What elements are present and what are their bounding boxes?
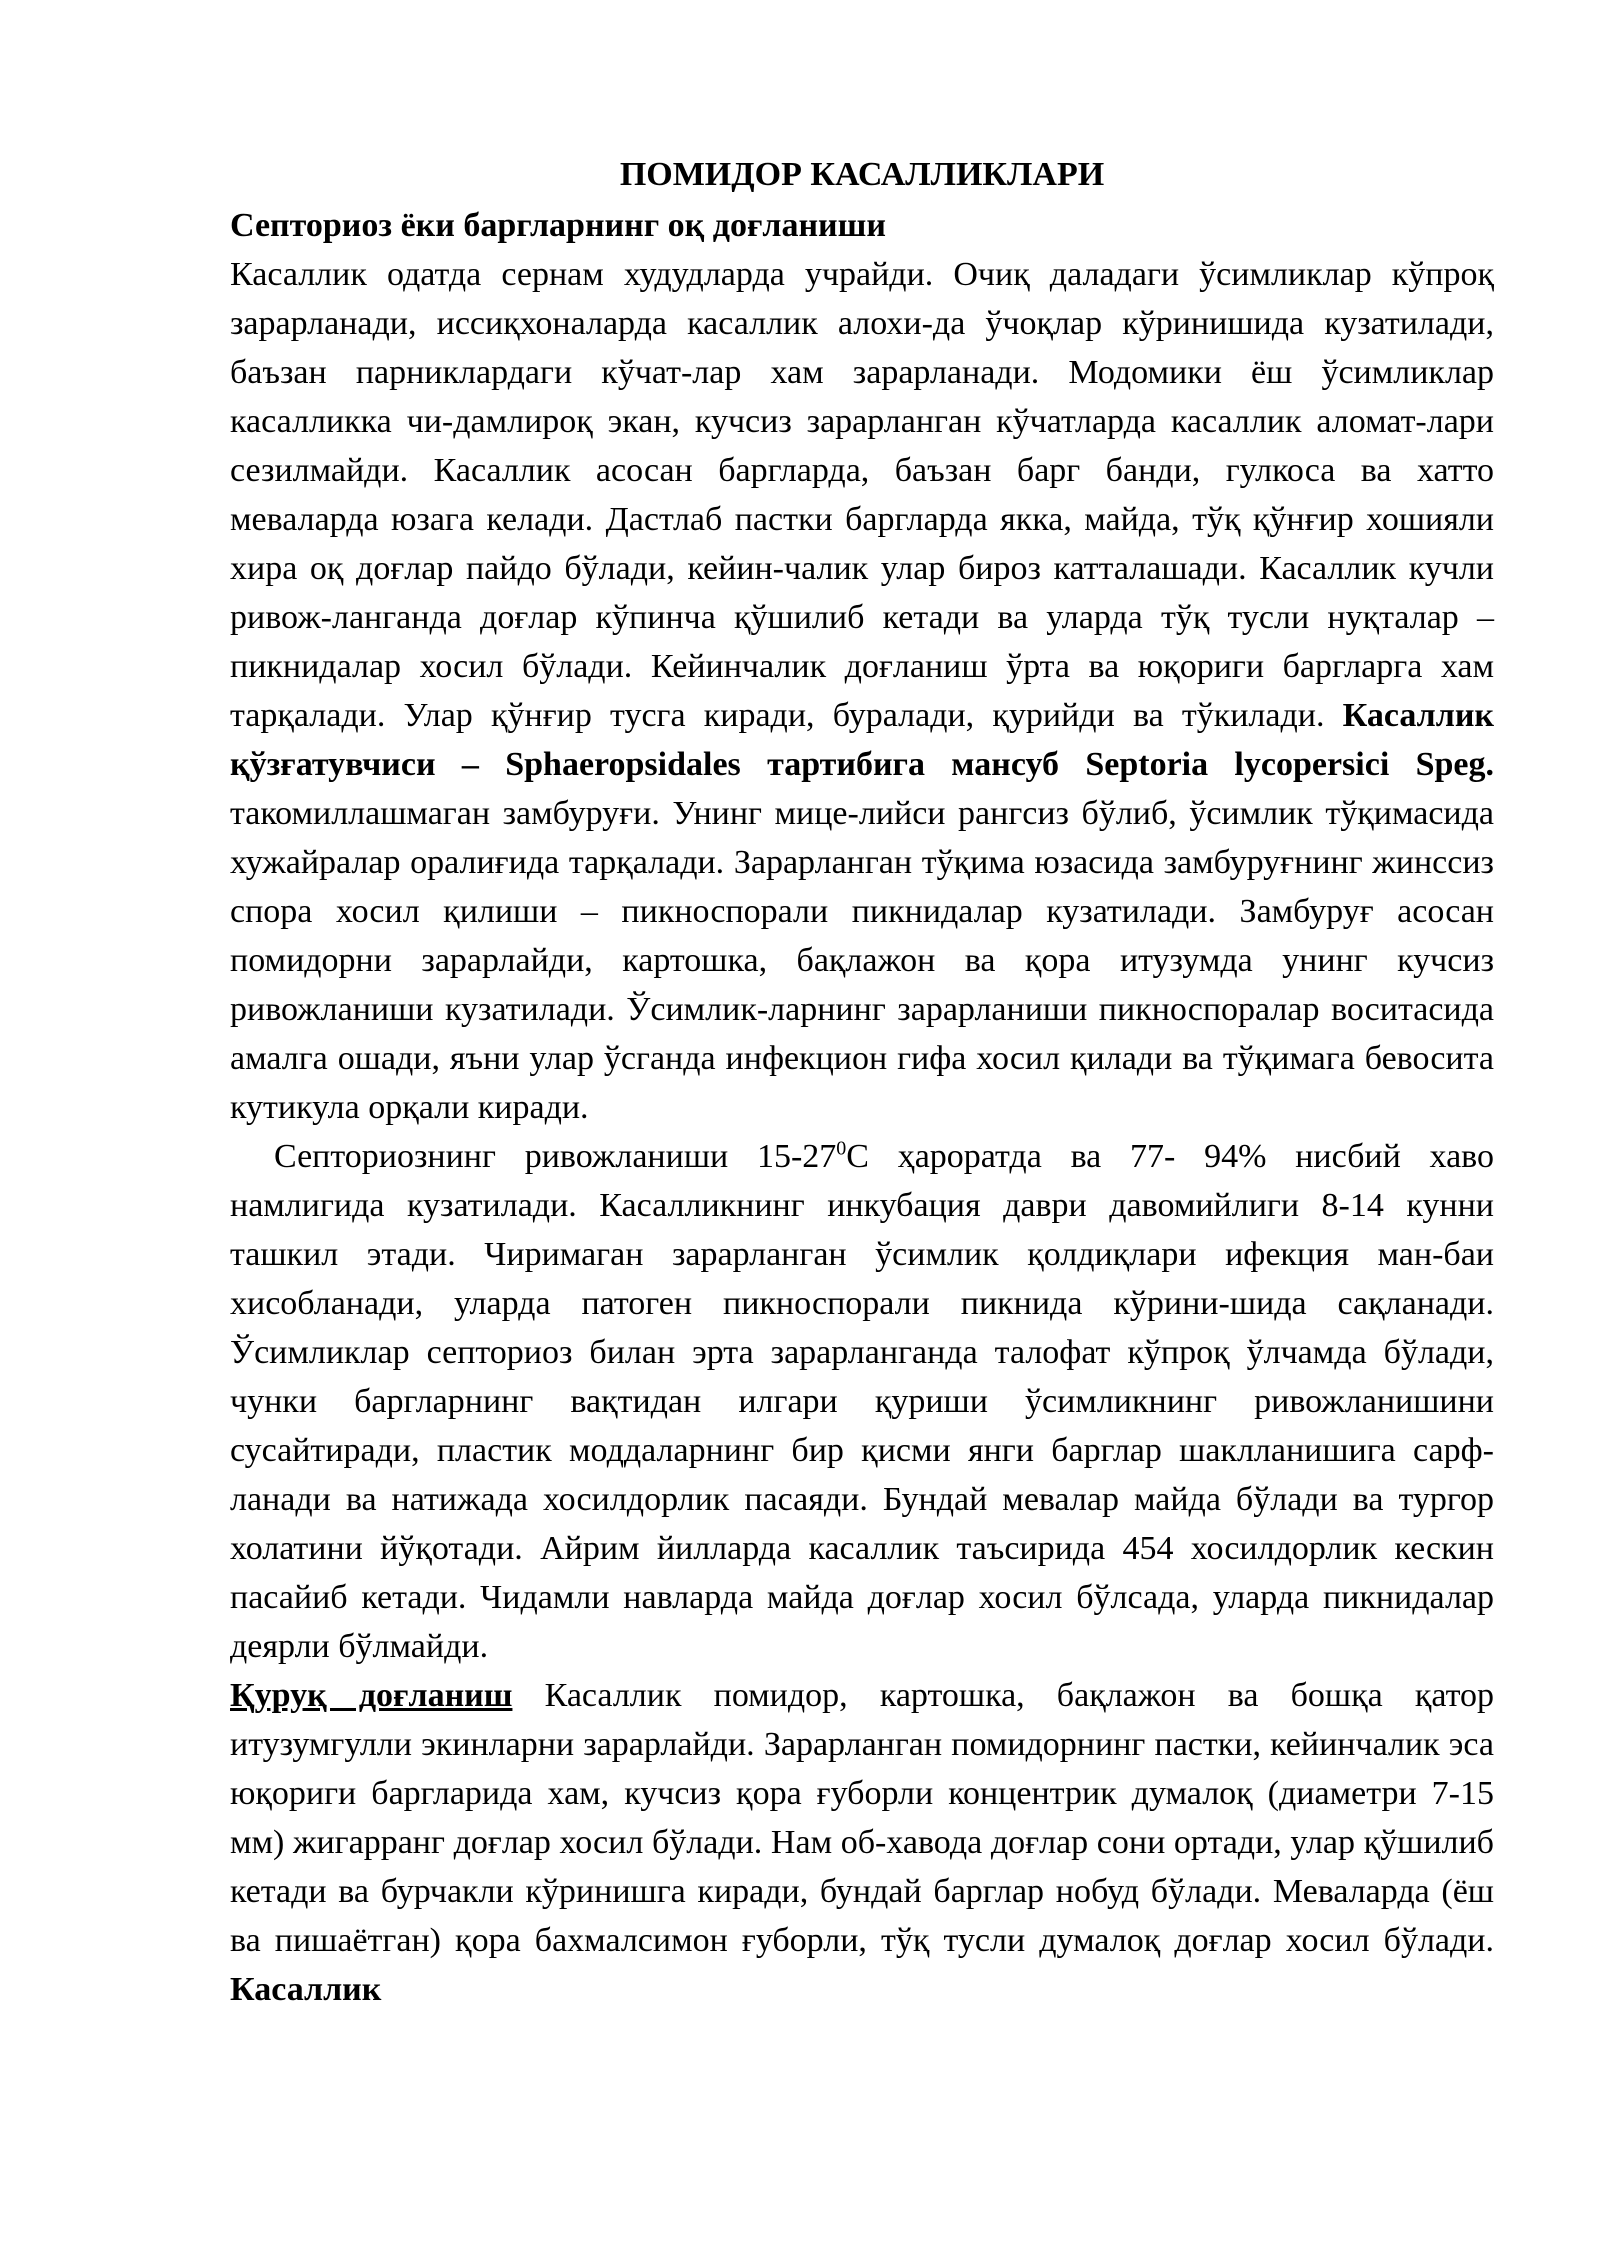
- page-title: ПОМИДОР КАСАЛЛИКЛАРИ: [619, 156, 1105, 193]
- paragraph-text: Касаллик помидор, картошка, бақлажон ва бошқа қатор итузумгулли экинларни зарарлайди. Зарарланган помидорнинг пастки, кейинчалик эса юқориги баргларида хам, кучсиз қора ғуборли концентрик думалоқ (диаметри 7-15 мм) жигарранг доғлар хосил бўлади. Нам об-хавода доғлар сони ортади, улар қўшилиб кетади ва бурчакли кўринишга киради, бундай барглар нобуд бўлади. Меваларда (ёш ва пишаётган) қора бахмалсимон ғуборли, тўқ тусли думалоқ доғлар хосил бўлади.: [230, 1677, 1494, 1959]
- bold-tail-text: Касаллик: [230, 1971, 382, 2008]
- document-page: [230, 150, 1494, 2014]
- section-heading-dry-spot: Қуруқ доғланиш: [230, 1677, 513, 1714]
- pathogen-bold-text: Касаллик қўзғатувчиси – Sphaeropsidales тартибига мансуб Septoria lycopersici Speg.: [230, 697, 1494, 783]
- paragraph-septoria-conditions: [230, 1132, 1494, 1671]
- paragraph-text: Касаллик одатда сернам худудларда учрайди. Очиқ даладаги ўсимликлар кўпроқ зарарланади, иссиқхоналарда касаллик алохи-да ўчоқлар кўринишида кузатилади, баъзан парниклардаги кўчат-лар хам зарарланади. Модомики ёш ўсимликлар касалликка чи-дамлироқ экан, кучсиз зарарланган кўчатларда касаллик аломат-лари сезилмайди. Касаллик асосан баргларда, баъзан барг банди, гулкоса ва хатто меваларда юзага келади. Дастлаб пастки баргларда якка, майда, тўқ қўнғир хошияли хира оқ доғлар пайдо бўлади, кейин-чалик улар бироз катталашади. Касаллик кучли ривож-ланганда доғлар кўпинча қўшилиб кетади ва уларда тўқ тусли нуқталар – пикнидалар хосил бўлади. Кейинчалик доғланиш ўрта ва юқориги баргларга хам тарқалади. Улар қўнғир тусга киради, буралади, қурийди ва тўкилади.: [230, 256, 1494, 734]
- degree-superscript: 0: [836, 1137, 847, 1160]
- paragraph-septoria-description: [230, 250, 1494, 1132]
- paragraph-text: Септориознинг ривожланиши 15-27: [274, 1138, 837, 1175]
- paragraph-text: С ҳароратда ва 77- 94% нисбий хаво намлигида кузатилади. Касалликнинг инкубация даври давомийлиги 8-14 кунни ташкил этади. Чиримаган зарарланган ўсимлик қолдиқлари ифекция ман-баи хисобланади, уларда патоген пикноспорали пикнида кўрини-шида сақланади. Ўсимликлар септориоз билан эрта зарарланганда талофат кўпроқ ўлчамда бўлади, чунки баргларнинг вақтидан илгари қуриши ўсимликнинг ривожланишини сусайтиради, пластик моддаларнинг бир қисми янги барглар шаклланишига сарф-ланади ва натижада хосилдорлик пасаяди. Бундай мевалар майда бўлади ва тургор холатини йўқотади. Айрим йилларда касаллик таъсирида 454 хосилдорлик кескин пасайиб кетади. Чидамли навларда майда доғлар хосил бўлсада, уларда пикнидалар деярли бўлмайди.: [230, 1138, 1494, 1665]
- paragraph-text: такомиллашмаган замбуруғи. Унинг мице-лийси рангсиз бўлиб, ўсимлик тўқимасида хужайралар оралиғида тарқалади. Зарарланган тўқима юзасида замбуруғнинг жинссиз спора хосил қилиши – пикноспорали пикнидалар кузатилади. Замбуруғ асосан помидорни зарарлайди, картошка, бақлажон ва қора итузумда унинг кучсиз ривожланиши кузатилади. Ўсимлик-ларнинг зарарланиши пикноспоралар воситасида амалга ошади, яъни улар ўсганда инфекцион гифа хосил қилади ва тўқимага бевосита кутикула орқали киради.: [230, 795, 1494, 1126]
- paragraph-dry-spot: [230, 1671, 1494, 2014]
- section-heading-septoria: Септориоз ёки баргларнинг оқ доғланиши: [230, 207, 886, 244]
